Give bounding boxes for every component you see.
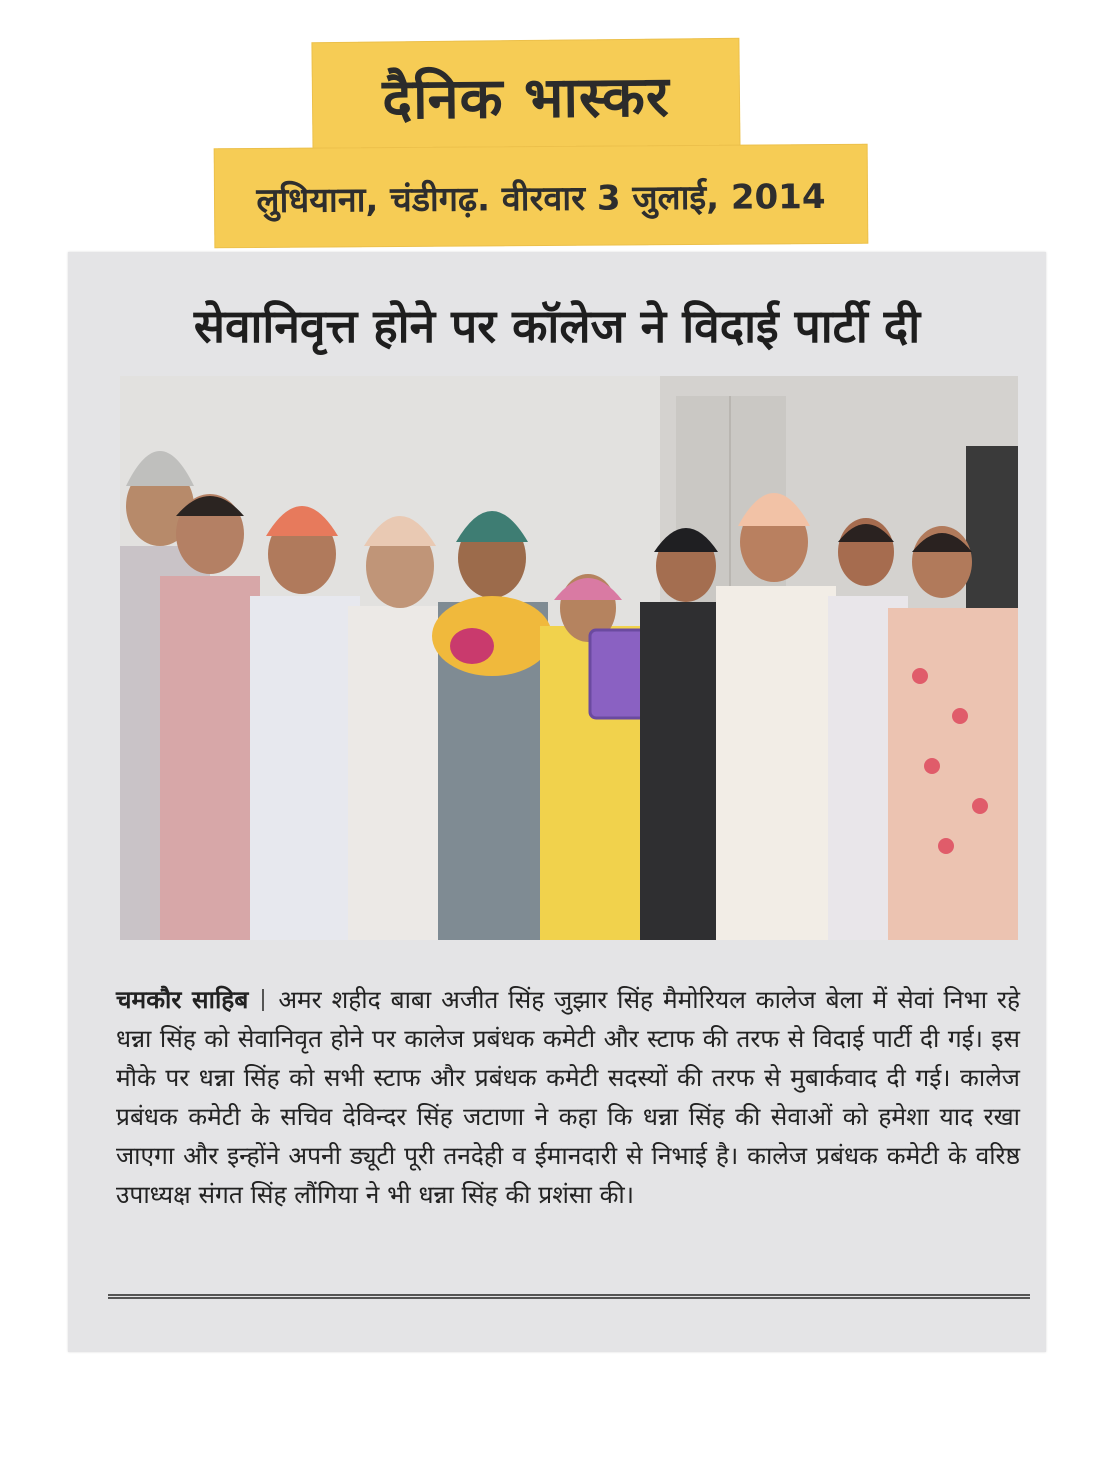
masthead-logo-slip bbox=[311, 38, 740, 160]
edition-date: लुधियाना, चंडीगढ़. वीरवार 3 जुलाई, 2014 bbox=[256, 177, 826, 221]
article-body-text: अमर शहीद बाबा अजीत सिंह जुझार सिंह मैमोरियल कालेज बेला में सेवां निभा रहे धन्ना सिंह को सेवानिवृत होने पर कालेज प्रबंधक कमेटी और स्टाफ की तरफ से विदाई पार्टी दी गई। इस मौके पर धन्ना सिंह को सभी स्टाफ और प्रबंधक कमेटी सदस्यों की तरफ से मुबार्कवाद दी गई। कालेज प्रबंधक कमेटी के सचिव देविन्दर सिंह जटाणा ने कहा कि धन्ना सिंह की सेवाओं को हमेशा याद रखा जाएगा और इन्होंने अपनी ड्यूटी पूरी तनदेही व ईमानदारी से निभाई है। कालेज प्रबंधक कमेटी के वरिष्ठ उपाध्यक्ष संगत सिंह लौंगिया ने भी धन्ना सिंह की प्रशंसा की। bbox=[116, 985, 1020, 1209]
bottom-rule bbox=[108, 1294, 1030, 1299]
article-body bbox=[116, 980, 1020, 1214]
dateline-separator bbox=[262, 989, 264, 1011]
article-headline: सेवानिवृत्त होने पर कॉलेज ने विदाई पार्टी दी bbox=[193, 299, 921, 353]
farewell-group-photo-illustration bbox=[120, 376, 1018, 940]
newspaper-name: दैनिक भास्कर bbox=[381, 64, 671, 133]
news-clipping bbox=[68, 252, 1046, 1352]
edition-date-slip bbox=[214, 144, 869, 249]
group-photo bbox=[120, 376, 1018, 940]
article-dateline: चमकौर साहिब bbox=[116, 985, 249, 1014]
